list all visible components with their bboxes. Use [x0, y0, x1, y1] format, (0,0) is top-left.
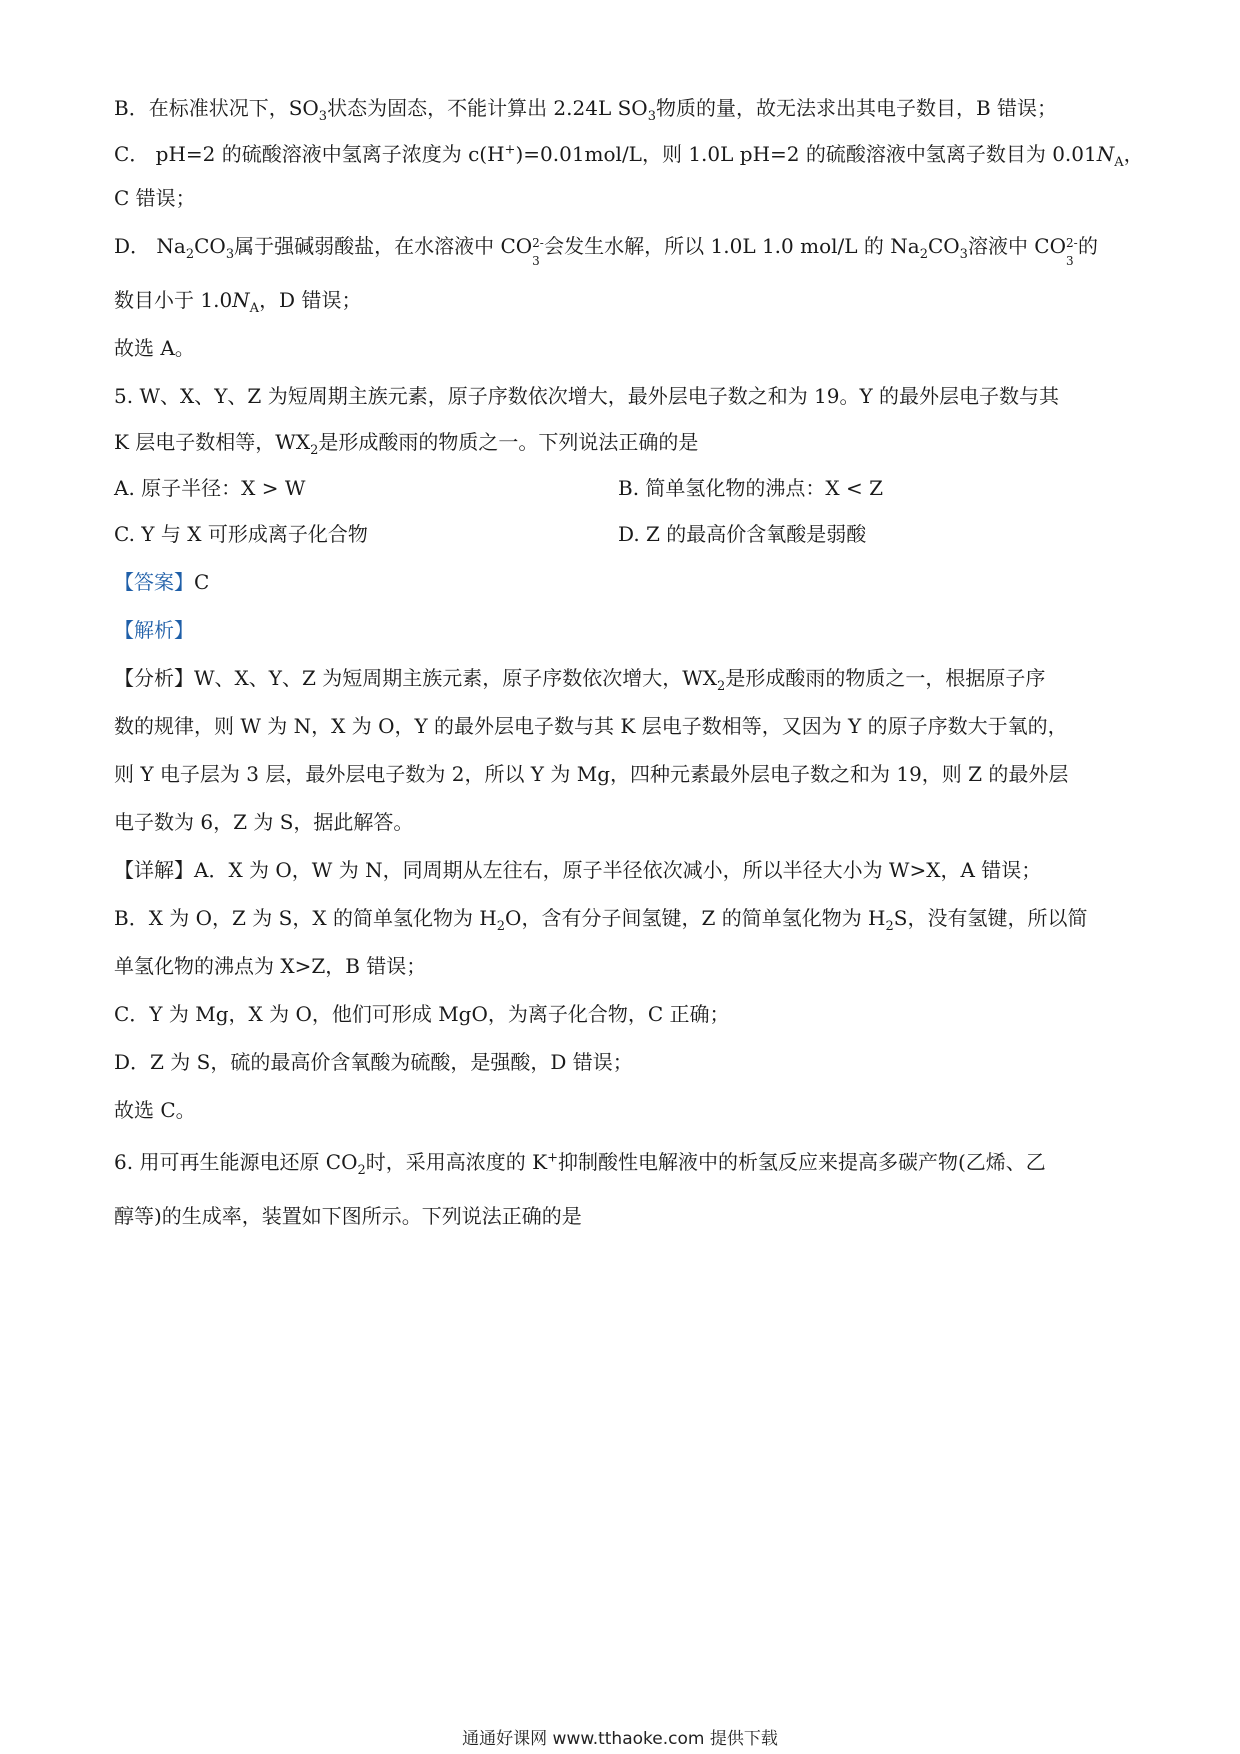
answer-tag: 【答案】: [114, 570, 194, 594]
q5-conclusion: 故选 C。: [114, 1098, 196, 1122]
q5-fenxi-line1: 【分析】W、X、Y、Z 为短周期主族元素，原子序数依次增大，$WX_2$是形成酸雨的物质之一，根据原子序: [114, 666, 1046, 694]
q4-conclusion: 故选 A。: [114, 336, 195, 360]
q5-option-c: C. Y 与 X 可形成离子化合物: [114, 522, 368, 546]
q5-fenxi-line3: 则 Y 电子层为 3 层，最外层电子数为 2，所以 Y 为 Mg，四种元素最外层电子数之和为 19，则 Z 的最外层: [114, 762, 1069, 786]
q5-option-d: D. Z 的最高价含氧酸是弱酸: [618, 522, 867, 546]
q5-xiangjie-a: 【详解】A．X 为 O，W 为 N，同周期从左往右，原子半径依次减小，所以半径大小为 W>X，A 错误；: [114, 858, 1042, 882]
q6-stem-cont: 醇等)的生成率，装置如下图所示。下列说法正确的是: [114, 1204, 582, 1228]
q4-option-c-explanation: C． pH=2 的硫酸溶液中氢离子浓度为 c(H+)=0.01mol/L，则 1.0L pH=2 的硫酸溶液中氢离子数目为 $0.01N_A$，: [114, 142, 1144, 170]
q5-xiangjie-c: C．Y 为 Mg，X 为 O，他们可形成 MgO，为离子化合物，C 正确；: [114, 1002, 730, 1026]
q5-option-a: A. 原子半径：X > W: [114, 476, 306, 500]
q6-stem: 6. 用可再生能源电还原 $CO_2$时，采用高浓度的 K+抑制酸性电解液中的析氢反应来提高多碳产物(乙烯、乙: [114, 1150, 1046, 1178]
page-footer: 通通好课网 www.tthaoke.com 提供下载: [462, 1729, 778, 1749]
q5-xiangjie-d: D．Z 为 S，硫的最高价含氧酸为硫酸，是强酸，D 错误；: [114, 1050, 633, 1074]
q5-analysis-heading: 【解析】: [114, 618, 194, 642]
q4-option-b-explanation: B．在标准状况下，$SO_3$状态为固态，不能计算出 2.24L $SO_3$物质的量，故无法求出其电子数目，B 错误；: [114, 96, 1058, 124]
q4-option-d-explanation: D． $Na_2CO_3$属于强碱弱酸盐，在水溶液中 CO 2- 3 会发生水解，所以 1.0L 1.0 mol/L 的 $Na_2CO_3$溶液中 CO 2- 3 的: [114, 234, 1099, 268]
q5-stem: 5. W、X、Y、Z 为短周期主族元素，原子序数依次增大，最外层电子数之和为 19。Y 的最外层电子数与其: [114, 384, 1060, 408]
q4-option-c-explanation-cont: C 错误；: [114, 186, 196, 210]
q5-answer: 【答案】C: [114, 570, 210, 594]
q4-option-d-explanation-cont: 数目小于 $1.0N_A$，D 错误；: [114, 288, 362, 316]
q5-xiangjie-b: B．X 为 O，Z 为 S，X 的简单氢化物为 $H_2O$，含有分子间氢键，Z 的简单氢化物为 $H_2S$，没有氢键，所以简: [114, 906, 1088, 934]
q5-stem-cont: K 层电子数相等，$WX_2$是形成酸雨的物质之一。下列说法正确的是: [114, 430, 699, 458]
q5-fenxi-line2: 数的规律，则 W 为 N，X 为 O，Y 的最外层电子数与其 K 层电子数相等，又因为 Y 的原子序数大于氧的，: [114, 714, 1068, 738]
q5-option-b: B. 简单氢化物的沸点：X < Z: [618, 476, 884, 500]
q5-fenxi-line4: 电子数为 6，Z 为 S，据此解答。: [114, 810, 414, 834]
q5-xiangjie-b-cont: 单氢化物的沸点为 X>Z，B 错误；: [114, 954, 427, 978]
